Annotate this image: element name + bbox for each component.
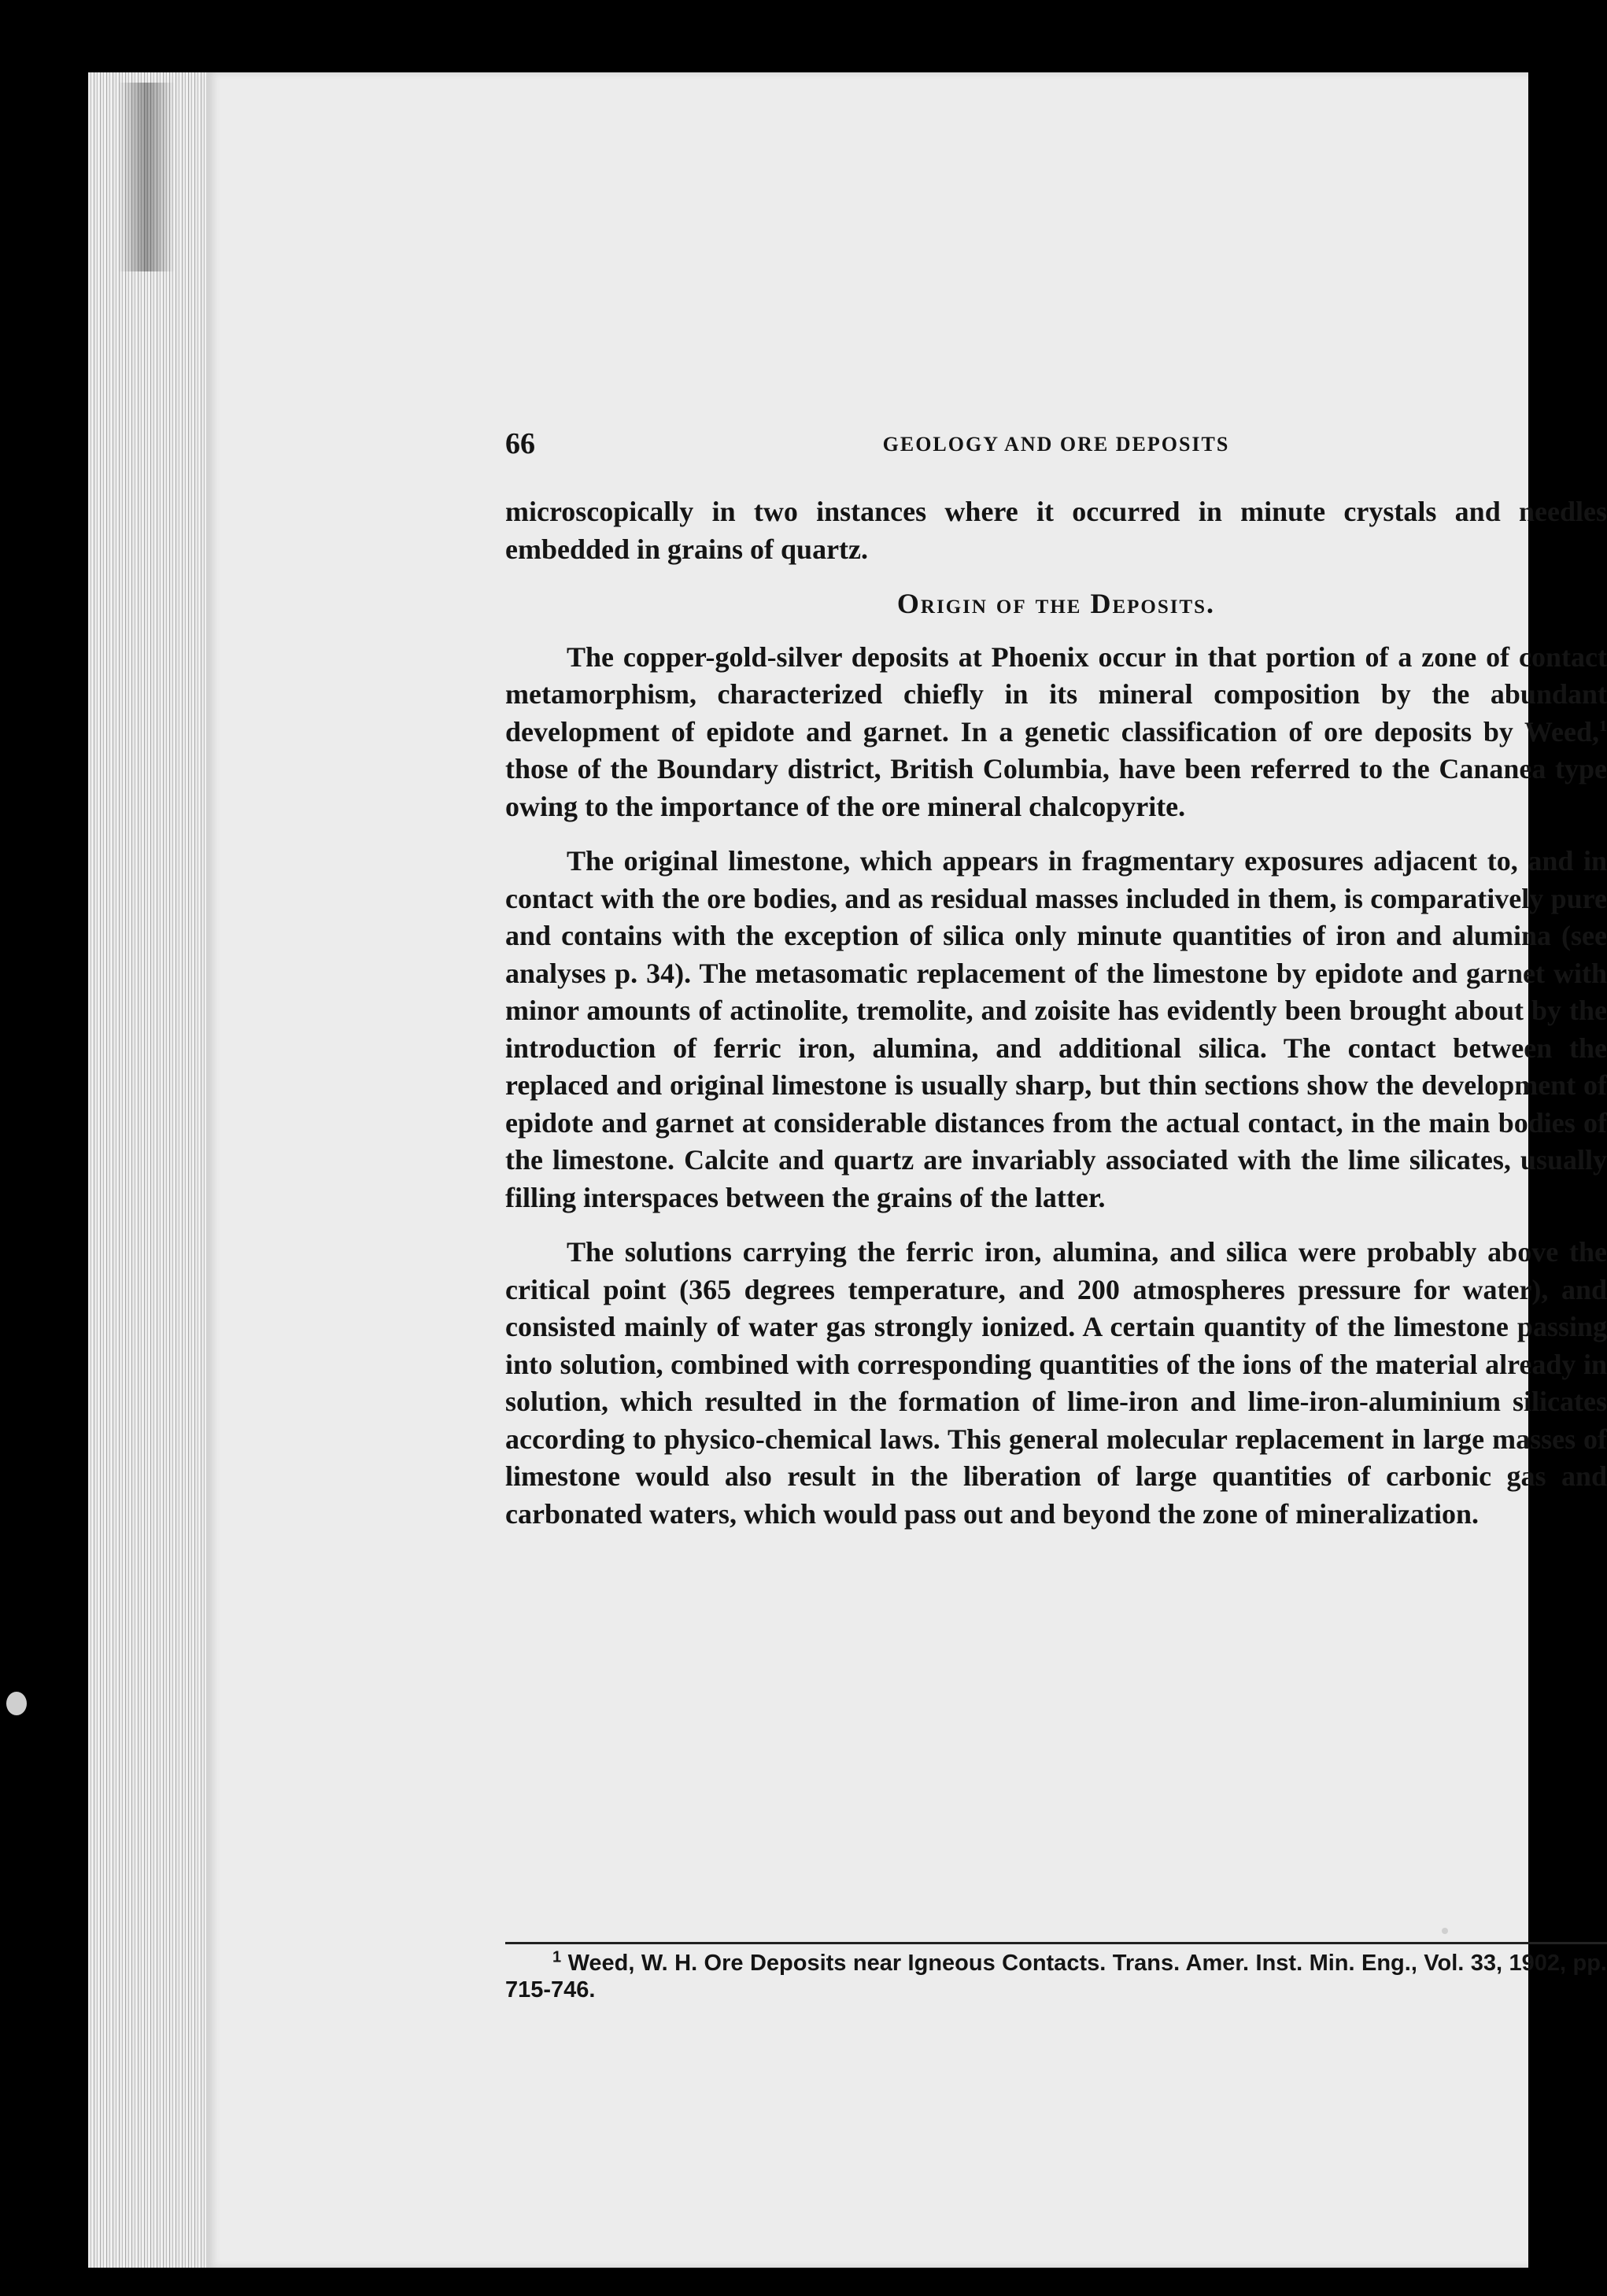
- running-head: [505, 426, 1607, 474]
- footnote-text: Weed, W. H. Ore Deposits near Igneous Contacts. Trans. Amer. Inst. Min. Eng., Vol. 33, 1902, pp. 715-746.: [505, 1951, 1607, 2003]
- paragraph-origin-text-a: The copper-gold-silver deposits at Phoenix occur in that portion of a zone of contact metamorphism, characterized chiefly in its mineral composition by the abundant development of epidote and garnet. In a genetic classification of ore deposits by Weed,: [505, 640, 1607, 747]
- edge-shadow: [118, 83, 212, 271]
- running-title: GEOLOGY AND ORE DEPOSITS: [882, 433, 1230, 456]
- paragraph-continued: microscopically in two instances where it occurred in minute crystals and needles embedded in grains of quartz.: [505, 496, 1607, 565]
- footnote-reference: 1: [1599, 717, 1607, 735]
- footnote-rule: [505, 1942, 1607, 1944]
- paragraph-origin-text-b: those of the Boundary district, British Columbia, have been referred to the Cananea type owing to the importance of the ore mineral chalcopyrite.: [505, 753, 1607, 822]
- paragraph-solutions: The solutions carrying the ferric iron, alumina, and silica were probably above the critical point (365 degrees temperature, and 200 atmospheres pressure for water), and consisted mainly of water gas strongly ionized. A certain quantity of the limestone passing into solution, combined with corresponding quantities of the ions of the material already in solution, which resulted in the formation of lime-iron and lime-iron-aluminium silicates according to physico-chemical laws. This general molecular replacement in large masses of limestone would also result in the liberation of large quantities of carbonic gas and carbonated waters, which would pass out and beyond the zone of mineralization.: [505, 1236, 1607, 1530]
- paragraph-origin: [505, 639, 1607, 826]
- section-heading: Origin of the Deposits.: [896, 588, 1216, 619]
- footnote: [505, 1950, 1607, 2003]
- scan-speck: [1442, 1928, 1448, 1934]
- body-text: [505, 493, 1607, 1550]
- paragraph-limestone: The original limestone, which appears in fragmentary exposures adjacent to, and in contact with the ore bodies, and as residual masses included in them, is comparatively pure and contains with the exception of silica only minute quantities of iron and alumina (see analyses p. 34). The metasomatic replacement of the limestone by epidote and garnet with minor amounts of actinolite, tremolite, and zoisite has evidently been brought about by the introduction of ferric iron, alumina, and additional silica. The contact between the replaced and original limestone is usually sharp, but thin sections show the development of epidote and garnet at considerable distances from the actual contact, in the main bodies of the limestone. Calcite and quartz are invariably associated with the lime silicates, usually filling interspaces between the grains of the latter.: [505, 845, 1607, 1213]
- page-edges: [88, 72, 214, 2268]
- footnote-mark: 1: [552, 1948, 562, 1966]
- book-page: [206, 72, 1607, 2268]
- page-number: 66: [505, 427, 535, 460]
- scan-speck: [6, 1692, 27, 1715]
